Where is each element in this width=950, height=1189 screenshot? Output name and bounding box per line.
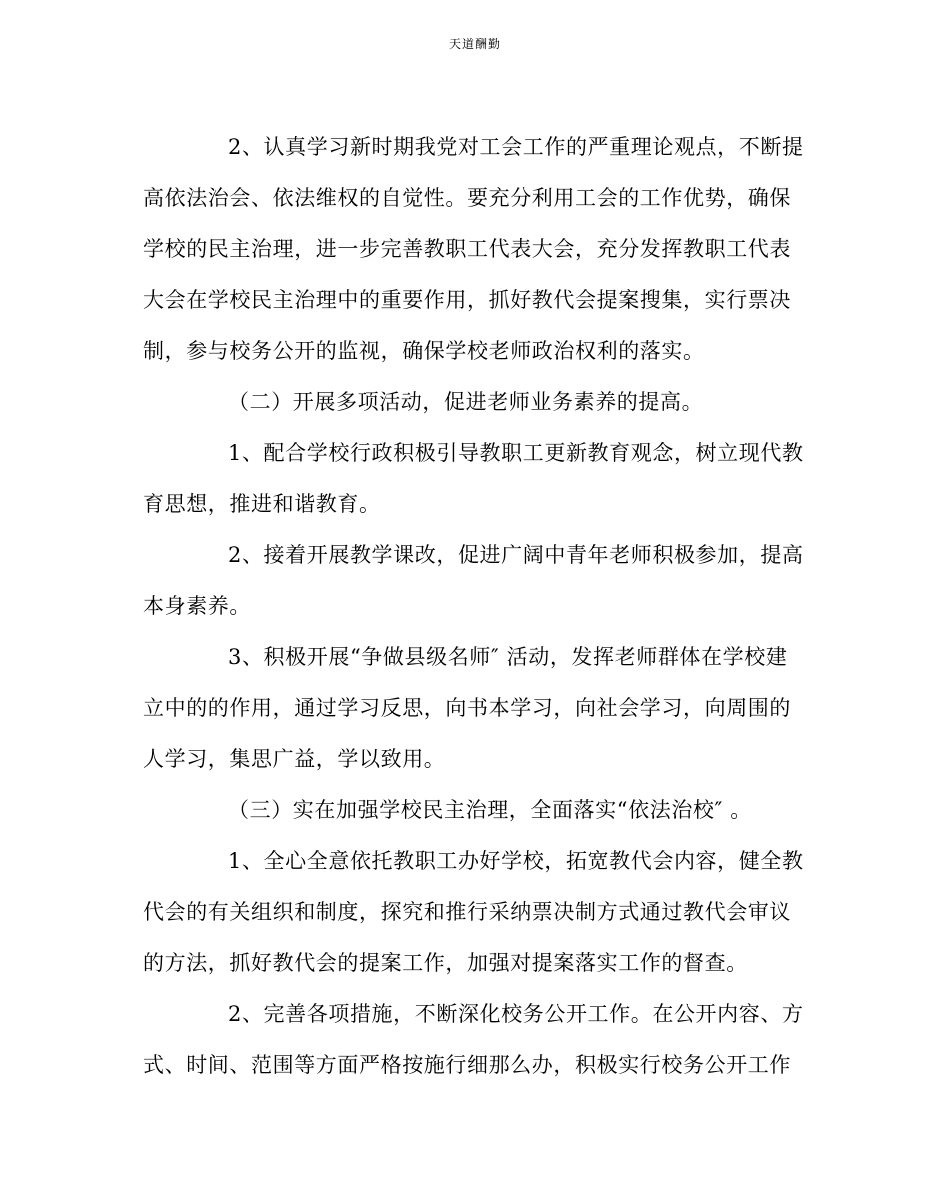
- text-line: 3、积极开展“争做县级名师″ 活动，发挥老师群体在学校建: [228, 645, 788, 669]
- text-line: 2、接着开展教学课改，促进广阔中青年老师积极参加，提高: [228, 543, 804, 567]
- text-line: 育思想，推进和谐教育。: [143, 492, 381, 516]
- text-line: 立中的的作用，通过学习反思，向书本学习，向社会学习，向周围的: [143, 696, 791, 720]
- text-line: 式、时间、范围等方面严格按施行细那么办，积极实行校务公开工作: [143, 1053, 791, 1077]
- section-heading: （二）开展多项活动，促进老师业务素养的提高。: [228, 390, 704, 414]
- text-line: 1、全心全意依托教职工办好学校，拓宽教代会内容，健全教: [228, 849, 804, 873]
- text-line: 本身素养。: [143, 594, 251, 618]
- document-body: [143, 126, 808, 1095]
- text-line: 人学习，集思广益，学以致用。: [143, 747, 446, 771]
- text-line: 2、完善各项措施，不断深化校务公开工作。在公开内容、方: [228, 1002, 804, 1026]
- text-line: 1、配合学校行政积极引导教职工更新教育观念，树立现代教: [228, 441, 804, 465]
- text-line: 的方法，抓好教代会的提案工作，加强对提案落实工作的督查。: [143, 951, 748, 975]
- text-line: 制，参与校务公开的监视，确保学校老师政治权利的落实。: [143, 339, 705, 363]
- text-line: 2、认真学习新时期我党对工会工作的严重理论观点，不断提: [228, 135, 804, 159]
- page-header: 天道酬勤: [448, 37, 501, 51]
- section-heading: （三）实在加强学校民主治理，全面落实“依法治校″ 。: [228, 798, 752, 822]
- text-line: 学校的民主治理，进一步完善教职工代表大会，充分发挥教职工代表: [143, 237, 791, 261]
- text-line: 代会的有关组织和制度，探究和推行采纳票决制方式通过教代会审议: [143, 900, 791, 924]
- text-line: 高依法治会、依法维权的自觉性。要充分利用工会的工作优势，确保: [143, 186, 791, 210]
- text-line: 大会在学校民主治理中的重要作用，抓好教代会提案搜集，实行票决: [143, 288, 791, 312]
